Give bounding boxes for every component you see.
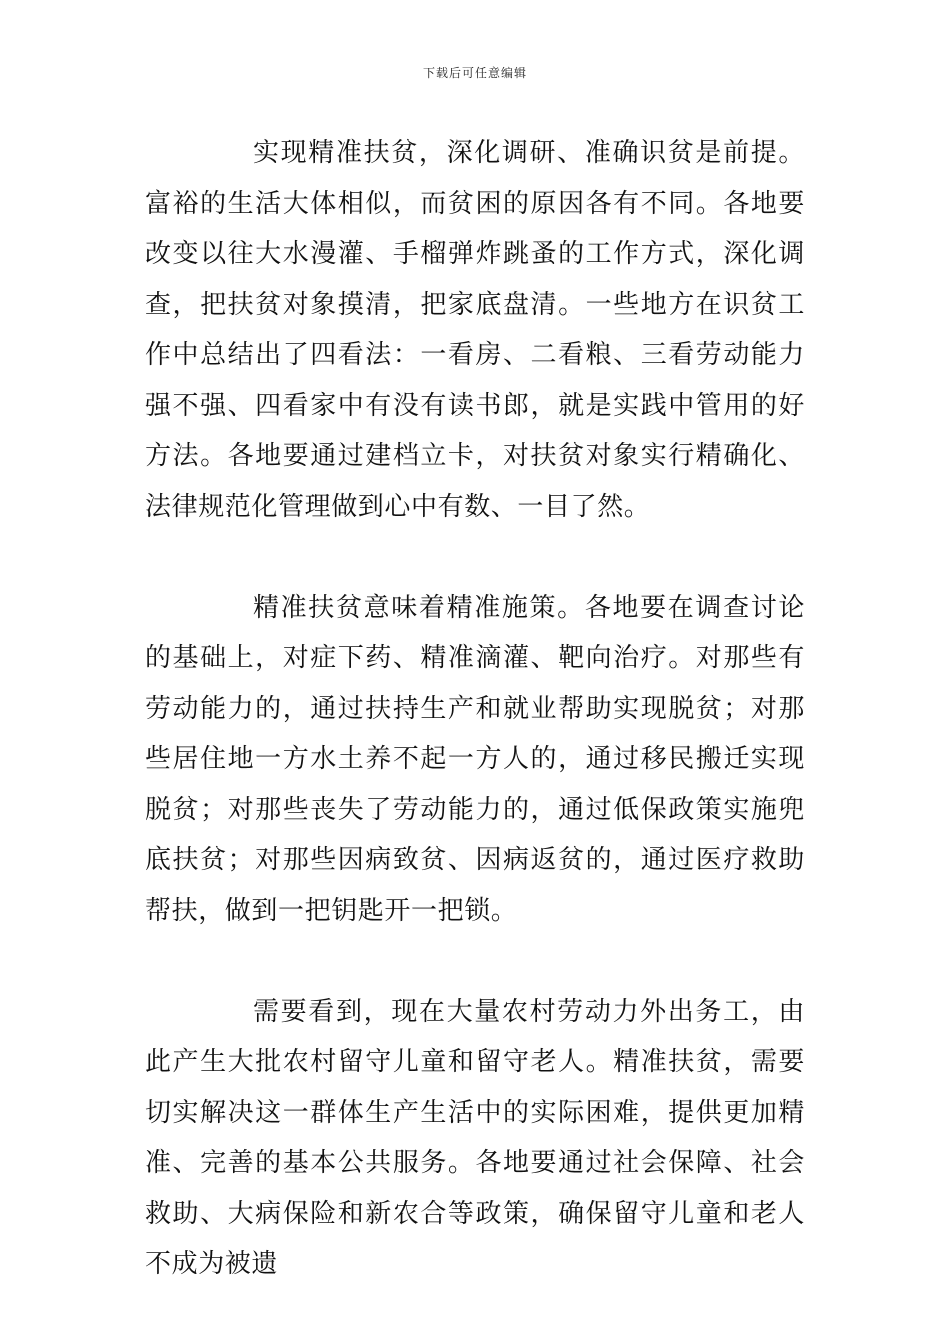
paragraph-2: 精准扶贫意味着精准施策。各地要在调查讨论的基础上，对症下药、精准滴灌、靶向治疗。对那些有劳动能力的，通过扶持生产和就业帮助实现脱贫；对那些居住地一方水土养不起一方人的，通过移民搬迁实现脱贫；对那些丧失了劳动能力的，通过低保政策实施兜底扶贫；对那些因病致贫、因病返贫的，通过医疗救助帮扶，做到一把钥匙开一把锁。 (145, 592, 805, 926)
document-body (145, 128, 805, 1290)
paragraph-3: 需要看到，现在大量农村劳动力外出务工，由此产生大批农村留守儿童和留守老人。精准扶贫，需要切实解决这一群体生产生活中的实际困难，提供更加精准、完善的基本公共服务。各地要通过社会保障、社会救助、大病保险和新农合等政策，确保留守儿童和老人不成为被遗 (145, 996, 805, 1279)
page-header: 下载后可任意编辑 (422, 66, 527, 80)
paragraph-1: 实现精准扶贫，深化调研、准确识贫是前提。富裕的生活大体相似，而贫困的原因各有不同。各地要改变以往大水漫灌、手榴弹炸跳蚤的工作方式，深化调查，把扶贫对象摸清，把家底盘清。一些地方在识贫工作中总结出了四看法：一看房、二看粮、三看劳动能力强不强、四看家中有没有读书郎，就是实践中管用的好方法。各地要通过建档立卡，对扶贫对象实行精确化、法律规范化管理做到心中有数、一目了然。 (145, 138, 805, 522)
